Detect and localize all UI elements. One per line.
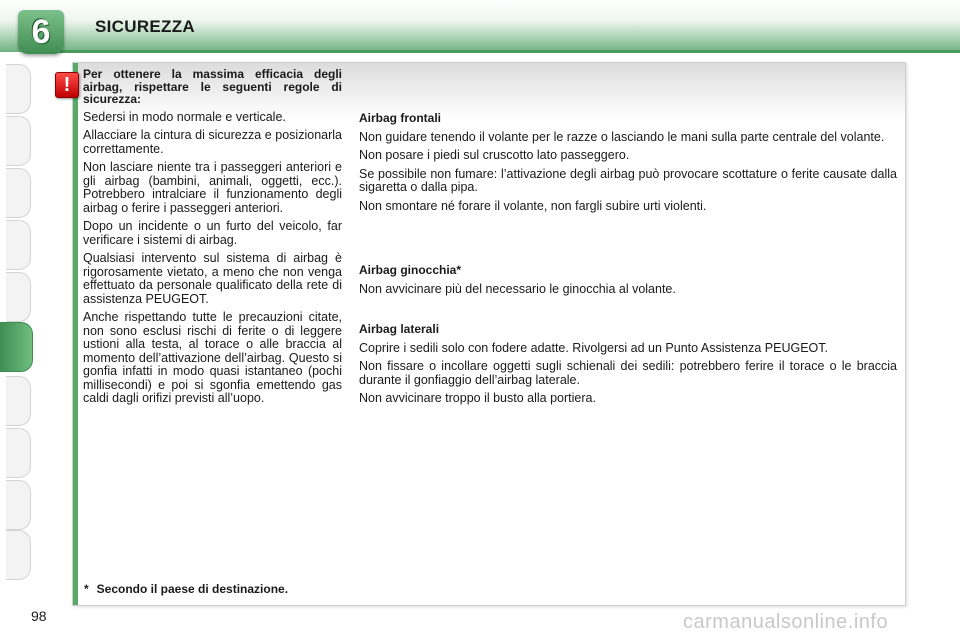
rule-paragraph: Qualsiasi intervento sul sistema di airbag è rigorosamente vietato, a meno che non venga effettuato da personale qualificato della rete di assistenza PEUGEOT. <box>83 251 342 306</box>
side-tab-chapter-6[interactable] <box>0 322 33 372</box>
watermark: carmanualsonline.info <box>683 611 889 633</box>
side-tab-chapter-9[interactable] <box>6 480 31 530</box>
header-divider <box>50 50 960 53</box>
side-tab-chapter-4[interactable] <box>6 220 31 270</box>
side-tab-chapter-2[interactable] <box>6 116 31 166</box>
rule-paragraph: Anche rispettando tutte le precauzioni citate, non sono esclusi rischi di ferite o di leggere ustioni alla testa, al torace o alle braccia al momento dell’attivazione dell’airbag. Questo si gonfia infatti in modo quasi istantaneo (pochi millisecondi) e poi si sgonfia emettendo gas caldi dagli orifizi previsti all’uopo. <box>83 310 342 405</box>
section-paragraph: Non guidare tenendo il volante per le razze o lasciando le mani sulla parte centrale del volante. <box>359 129 885 144</box>
footnote-text: Secondo il paese di destinazione. <box>96 582 289 596</box>
side-tab-chapter-8[interactable] <box>6 428 31 478</box>
side-tab-chapter-3[interactable] <box>6 168 31 218</box>
section-paragraph: Se possibile non fumare: l’attivazione degli airbag può provocare scottature o ferite causate dalla sigaretta o dalla pipa. <box>359 166 897 194</box>
chapter-number: 6 <box>31 13 51 51</box>
side-tab-chapter-7[interactable] <box>6 376 31 426</box>
chapter-side-tabs <box>0 60 36 580</box>
side-tab-chapter-1[interactable] <box>6 64 31 114</box>
section-paragraph: Non posare i piedi sul cruscotto lato passeggero. <box>359 148 630 162</box>
side-tab-chapter-10[interactable] <box>6 530 31 580</box>
section-title: Airbag frontali <box>359 111 442 125</box>
rule-paragraph: Dopo un incidente o un furto del veicolo, far verificare i sistemi di airbag. <box>83 219 342 247</box>
left-column <box>83 68 342 411</box>
section-title: Airbag ginocchia* <box>359 263 462 277</box>
section-paragraph: Non avvicinare troppo il busto alla portiera. <box>359 391 596 405</box>
rule-paragraph: Non lasciare niente tra i passeggeri anteriori e gli airbag (bambini, animali, oggetti, ecc.). Potrebbero intralciare il funzionamento degli airbag o ferire i passeggeri anteriori. <box>83 160 342 215</box>
section-airbag-frontali <box>359 112 897 218</box>
section-paragraph: Coprire i sedili solo con fodere adatte. Rivolgersi ad un Punto Assistenza PEUGEOT. <box>359 340 828 355</box>
panel-accent-bar <box>73 63 78 605</box>
chapter-tab <box>18 10 64 54</box>
side-tab-chapter-5[interactable] <box>6 272 31 322</box>
rule-paragraph: Allacciare la cintura di sicurezza e posizionarla correttamente. <box>83 128 342 156</box>
section-paragraph: Non smontare né forare il volante, non fargli subire urti violenti. <box>359 198 707 213</box>
section-paragraph: Non fissare o incollare oggetti sugli schienali dei sedili: potrebbero ferire il torace o le braccia durante il gonfiaggio dell’airbag laterale. <box>359 359 897 387</box>
section-airbag-laterali <box>359 323 897 411</box>
section-airbag-ginocchia <box>359 264 897 301</box>
warning-icon <box>55 72 79 98</box>
rule-paragraph: Sedersi in modo normale e verticale. <box>83 109 286 124</box>
page-title: SICUREZZA <box>95 17 195 36</box>
footnote-mark: * <box>84 582 89 596</box>
section-paragraph: Non avvicinare più del necessario le ginocchia al volante. <box>359 281 676 296</box>
intro-heading: Per ottenere la massima efficacia degli airbag, rispettare le seguenti regole di sicurezza: <box>83 67 342 106</box>
footnote <box>84 582 288 596</box>
exclamation-icon: ! <box>63 74 71 96</box>
section-title: Airbag laterali <box>359 322 440 336</box>
page-number: 98 <box>31 608 47 624</box>
